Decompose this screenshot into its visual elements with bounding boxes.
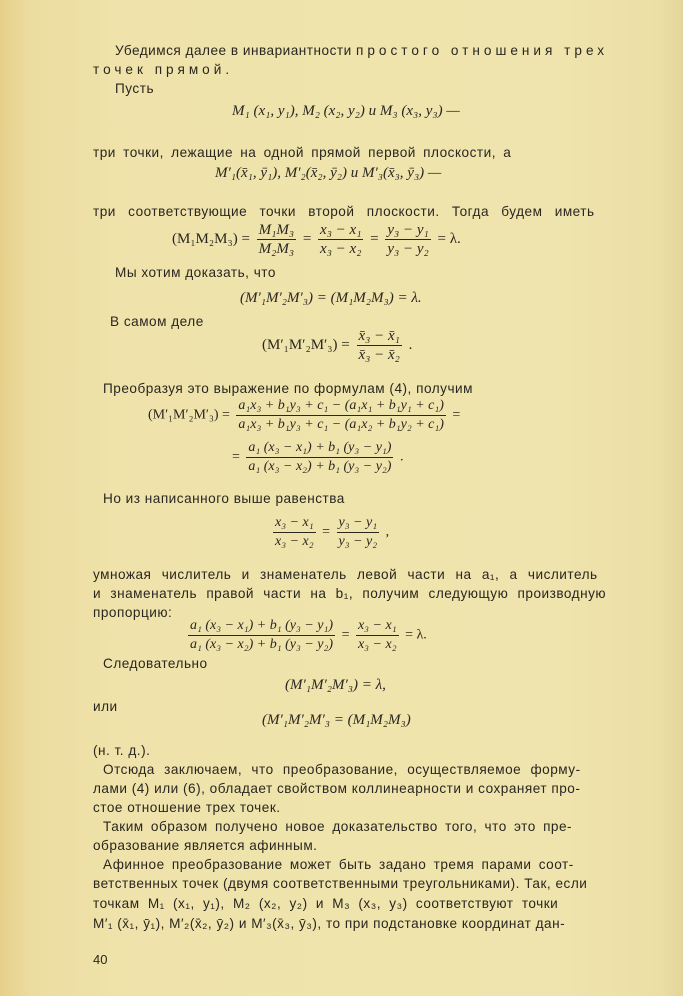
denominator: x₃ − x₂	[357, 637, 397, 652]
paragraph-line	[115, 42, 608, 60]
denominator: M₂M₃	[258, 241, 295, 257]
paragraph-line: (н. т. д.).	[93, 743, 151, 758]
text-span: Убедимся далее в инвариантности	[115, 43, 356, 58]
equation-result-equal: (M′₁M′₂M′₃ = (M₁M₂M₃)	[262, 712, 411, 728]
equation-tail: =	[452, 407, 461, 423]
denominator: y₃ − y₂	[387, 241, 429, 257]
equation-transform-line2	[232, 440, 403, 475]
paragraph-line: Афинное преобразование может быть задано тремя парами соот-	[103, 857, 574, 872]
equation-transform-line1	[148, 398, 460, 433]
paragraph-line: стое отношение трех точек.	[93, 800, 281, 815]
paragraph-line: пропорцию:	[93, 605, 173, 620]
paragraph-line: Мы хотим доказать, что	[115, 265, 276, 280]
fraction	[356, 618, 399, 653]
paragraph-line: три соответствующие точки второй плоскости. Тогда будем иметь	[93, 204, 595, 219]
numerator: x₃ − x₁	[320, 222, 362, 238]
equals-sign: =	[322, 524, 331, 540]
paragraph-line: В самом деле	[110, 314, 204, 329]
numerator: a₁ (x₃ − x₁) + b₁ (y₃ − y₁)	[246, 440, 393, 458]
page-number: 40	[93, 952, 108, 967]
equation-points-first-plane: M₁ (x₁, y₁), M₂ (x₂, y₂) и M₃ (x₃, y₃) —	[232, 103, 460, 119]
paragraph-line: Но из написанного выше равенства	[103, 491, 345, 506]
paragraph-line: умножая числитель и знаменатель левой части на a₁, а числитель	[93, 567, 598, 582]
paragraph-line: Отсюда заключаем, что преобразование, осуществляемое форму-	[103, 762, 581, 777]
fraction	[385, 222, 430, 257]
fraction	[273, 515, 316, 550]
numerator: M₁M₃	[258, 222, 295, 238]
equation-prime-ratio	[262, 328, 412, 363]
fraction	[188, 618, 335, 653]
denominator: x₃ − x₂	[275, 534, 314, 549]
numerator: y₃ − y₁	[387, 222, 429, 238]
paragraph-line: точкам M₁ (x₁, y₁), M₂ (x₂, y₂) и M₃ (x₃, y₃) соответствуют точки	[93, 896, 559, 911]
paragraph-line: или	[93, 699, 118, 714]
equation-lhs: =	[232, 449, 240, 465]
denominator: y₃ − y₂	[338, 534, 378, 549]
equals-sign: =	[341, 627, 350, 643]
denominator: a₁x₃ + b₁y₃ + c₁ − (a₁x₂ + b₁y₂ + c₁)	[238, 417, 444, 432]
paragraph-line: Пусть	[115, 81, 155, 96]
equation-goal: (M′₁M′₂M′₃) = (M₁M₂M₃) = λ.	[240, 290, 422, 306]
equation-tail: = λ.	[437, 230, 461, 247]
paragraph-line: Следовательно	[103, 656, 208, 671]
equation-lhs: (M′₁M′₂M′₃) =	[148, 407, 230, 423]
equation-lhs: (M₁M₂M₃) =	[172, 230, 250, 247]
equation-tail: = λ.	[405, 627, 427, 643]
paragraph-line: ветственных точек (двумя соответственными треугольниками). Так, если	[93, 876, 588, 891]
equation-result-lambda: (M′₁M′₂M′₃) = λ,	[285, 677, 386, 693]
paragraph-line: три точки, лежащие на одной прямой первой плоскости, а	[93, 145, 512, 160]
equation-derived-proportion	[185, 618, 427, 653]
paragraph-line: образование является афинным.	[93, 838, 318, 853]
paragraph-line: M′₁ (x̄₁, ȳ₁), M′₂(x̄₂, ȳ₂) и M′₃(x̄₃, ȳ₃), то при подстановке координат дан-	[93, 916, 566, 931]
equation-points-second-plane: M′₁(x̄₁, ȳ₁), M′₂(x̄₂, ȳ₂) и M′₃(x̄₃, ȳ₃) —	[215, 165, 442, 181]
numerator: a₁ (x₃ − x₁) + b₁ (y₃ − y₁)	[188, 618, 335, 636]
equation-tail: .	[399, 449, 404, 465]
fraction	[357, 328, 402, 363]
paragraph-line: Таким образом получено новое доказательство того, что это пре-	[103, 819, 573, 834]
denominator: a₁ (x₃ − x₂) + b₁ (y₃ − y₂)	[190, 637, 334, 652]
equation-collinear	[270, 515, 389, 550]
paragraph-line: лами (4) или (6), обладает свойством коллинеарности и сохраняет про-	[93, 781, 581, 796]
paragraph-line: Преобразуя это выражение по формулам (4), получим	[103, 381, 473, 396]
fraction	[318, 222, 363, 257]
emphasized-text: точек прямой.	[93, 62, 234, 77]
equation-tail: ,	[385, 524, 390, 540]
denominator: x̄₃ − x̄₂	[358, 347, 400, 363]
numerator: x₃ − x₁	[273, 515, 316, 533]
fraction	[246, 440, 393, 475]
denominator: a₁ (x₃ − x₂) + b₁ (y₃ − y₂)	[248, 459, 392, 474]
equation-tail: .	[408, 336, 413, 353]
numerator: y₃ − y₁	[337, 515, 380, 533]
fraction	[337, 515, 380, 550]
numerator: x̄₃ − x̄₁	[358, 328, 400, 344]
numerator: a₁x₃ + b₁y₃ + c₁ − (a₁x₁ + b₁y₁ + c₁)	[236, 398, 446, 416]
emphasized-text: простого отношения трех	[356, 43, 609, 58]
fraction	[236, 398, 446, 433]
fraction	[257, 222, 296, 257]
denominator: x₃ − x₂	[320, 241, 362, 257]
paragraph-line: и знаменатель правой части на b₁, получим следующую производную	[93, 586, 607, 601]
equation-simple-ratio: (M₁M₂M₃) = $\frac{\text{M₁M₃}}{\text{M₂M₃}}$ = $\frac{\text{x₃ − x₁}}{\text{x₃ − x₂}}$ = $\frac{\text{y₃ − y₁}}{\text{y₃ − y₂}}$ = λ.	[172, 222, 461, 257]
equation-lhs: (M′₁M′₂M′₃) =	[262, 336, 350, 353]
numerator: x₃ − x₁	[356, 618, 399, 636]
